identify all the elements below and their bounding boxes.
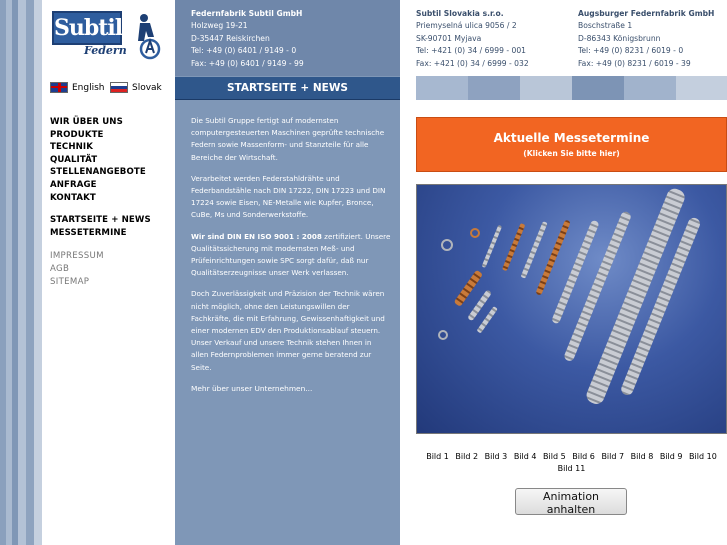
- content-column: [175, 0, 400, 545]
- lang-slovak-label: Slovak: [132, 82, 162, 93]
- company-fax: Fax: +49 (0) 8231 / 6019 - 39: [578, 58, 691, 68]
- nav-anfrage[interactable]: ANFRAGE: [50, 179, 97, 190]
- intro-text: [191, 115, 391, 395]
- certification-bold: Wir sind DIN EN ISO 9001 : 2008: [191, 231, 322, 241]
- thumb-link-4[interactable]: Bild 4: [513, 452, 537, 461]
- thumb-link-7[interactable]: Bild 7: [601, 452, 625, 461]
- nav-stellenangebote[interactable]: STELLENANGEBOTE: [50, 167, 146, 178]
- company-city: SK-90701 Myjava: [416, 33, 482, 43]
- company-fax: Fax: +421 (0) 34 / 6999 - 032: [416, 58, 529, 68]
- thumb-link-11[interactable]: Bild 11: [557, 464, 586, 473]
- thumb-link-6[interactable]: Bild 6: [572, 452, 595, 461]
- stop-animation-button[interactable]: Animation anhalten: [515, 488, 627, 515]
- company-street: Holzweg 19-21: [191, 21, 248, 31]
- company-city: D-86343 Königsbrunn: [578, 33, 661, 43]
- company-name: Subtil Slovakia s.r.o.: [416, 9, 504, 18]
- company-name: Federnfabrik Subtil GmbH: [191, 9, 303, 18]
- company-info-subtil: [175, 0, 400, 76]
- nav-technik[interactable]: TECHNIK: [50, 142, 93, 153]
- staff-paragraph: Doch Zuverlässigkeit und Präzision der Technik wären nicht möglich, ohne den Leistungswillen der Fachkräfte, die mit Erfahrung, Gewissenhaftigkeit und einer modernen EDV den Produktionsablauf steuern. Unser Verkauf und unsere Technik stehen Ihnen in allen Federnproblemen immer gerne beratend zur Seite.: [191, 289, 385, 372]
- company-street: Priemyselná ulica 9056 / 2: [416, 21, 517, 31]
- logo-subtitle: Federn: [84, 44, 127, 57]
- image-thumbnail-links: [416, 451, 727, 475]
- lang-slovak[interactable]: [110, 82, 162, 93]
- logo-wordmark: Subtil: [52, 11, 122, 45]
- thumb-link-1[interactable]: Bild 1: [426, 452, 449, 461]
- materials-paragraph: Verarbeitet werden Federstahldrähte und Federbandstähle nach DIN 17222, DIN 17223 und DIN 17224 sowie Eisen, NE-Metalle wie Kupfer, Bronce, CuBe, Ms und Sonderwerkstoffe.: [191, 173, 386, 220]
- springs-illustration: [417, 185, 727, 434]
- thumb-link-3[interactable]: Bild 3: [484, 452, 508, 461]
- more-about-link[interactable]: Mehr über unser Unternehmen...: [191, 383, 313, 393]
- nav-startseite-news[interactable]: STARTSEITE + NEWS: [50, 215, 151, 226]
- banner-title: Aktuelle Messetermine: [493, 131, 650, 145]
- company-phone: Tel: +421 (0) 34 / 6999 - 001: [416, 46, 526, 56]
- section-title: STARTSEITE + NEWS: [175, 77, 400, 100]
- sk-flag-icon: [110, 82, 128, 93]
- messetermine-banner[interactable]: [416, 117, 727, 172]
- decorative-color-bar: [416, 76, 727, 100]
- company-info-augsburg: [578, 8, 714, 70]
- thumb-link-9[interactable]: Bild 9: [659, 452, 683, 461]
- main-navigation: [50, 116, 170, 288]
- company-info-slovakia: [416, 8, 529, 70]
- logo-figure-icon: [132, 13, 162, 61]
- nav-sitemap[interactable]: SITEMAP: [50, 276, 90, 287]
- company-street: Boschstraße 1: [578, 21, 633, 31]
- lang-english-label: English: [72, 82, 105, 93]
- thumb-link-5[interactable]: Bild 5: [543, 452, 566, 461]
- nav-messetermine[interactable]: MESSETERMINE: [50, 227, 127, 238]
- nav-produkte[interactable]: PRODUKTE: [50, 129, 104, 140]
- company-fax: Fax: +49 (0) 6401 / 9149 - 99: [191, 58, 304, 68]
- intro-paragraph: Die Subtil Gruppe fertigt auf modernsten computergesteuerten Maschinen geprüfte technische Federn sowie Massenform- und Stanzteile für alle Bereiche der Wirtschaft.: [191, 116, 385, 162]
- company-city: D-35447 Reiskirchen: [191, 33, 270, 43]
- thumb-link-2[interactable]: Bild 2: [455, 452, 479, 461]
- decorative-stripes: [0, 0, 42, 545]
- lang-english[interactable]: [50, 82, 105, 93]
- company-logo[interactable]: [52, 11, 164, 63]
- nav-qualitaet[interactable]: QUALITÄT: [50, 154, 98, 165]
- nav-wir-ueber-uns[interactable]: WIR ÜBER UNS: [50, 117, 123, 127]
- certification-text: zertifiziert. Unsere Qualitätssicherung mit modernsten Meß- und Prüfeinrichtungen sowie SPC sorgt dafür, daß nur Qualitätserzeugnisse unser Werk verlassen.: [191, 231, 391, 278]
- company-phone: Tel: +49 (0) 8231 / 6019 - 0: [578, 46, 684, 56]
- company-phone: Tel: +49 (0) 6401 / 9149 - 0: [191, 46, 297, 56]
- banner-subtitle: (Klicken Sie bitte hier): [523, 149, 620, 158]
- thumb-link-10[interactable]: Bild 10: [689, 452, 717, 461]
- thumb-link-8[interactable]: Bild 8: [630, 452, 654, 461]
- company-name: Augsburger Federnfabrik GmbH: [578, 9, 715, 18]
- uk-flag-icon: [50, 82, 68, 93]
- nav-kontakt[interactable]: KONTAKT: [50, 192, 96, 203]
- certification-paragraph: [191, 231, 391, 280]
- nav-agb[interactable]: AGB: [50, 263, 70, 274]
- product-photo: [416, 184, 727, 434]
- nav-impressum[interactable]: IMPRESSUM: [50, 251, 104, 262]
